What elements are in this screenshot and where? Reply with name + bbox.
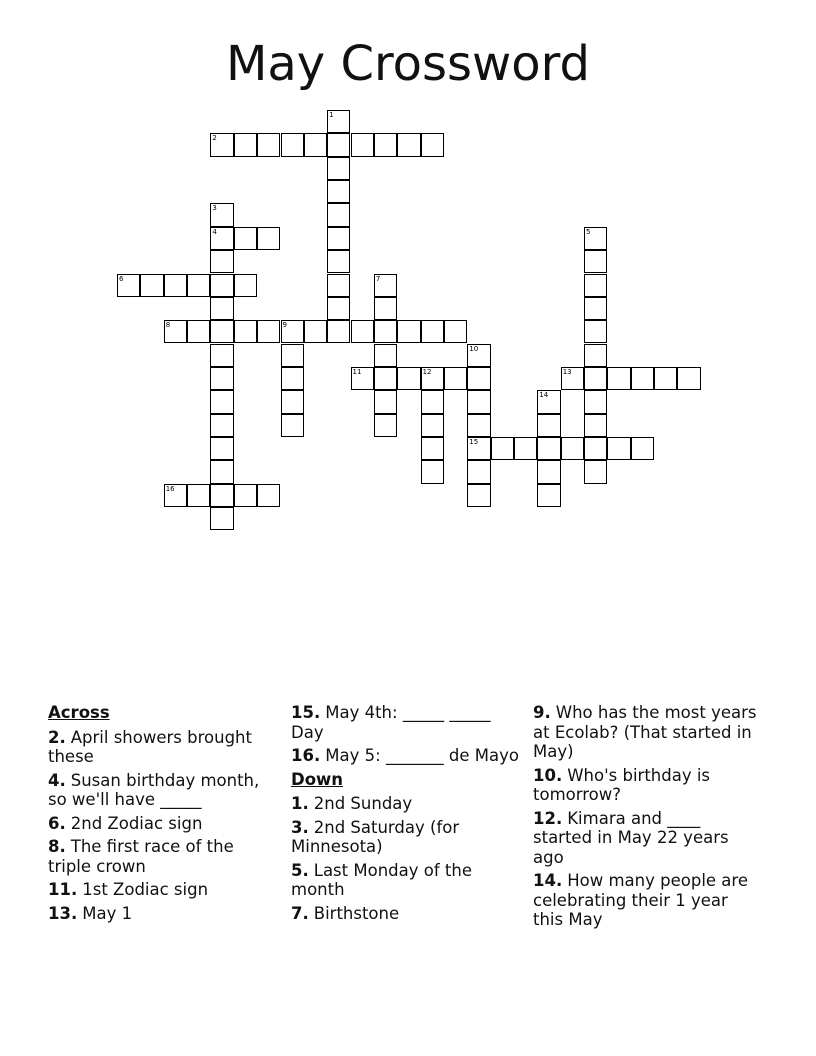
crossword-cell[interactable] [467, 414, 490, 437]
crossword-cell[interactable] [210, 274, 233, 297]
crossword-cell[interactable] [374, 390, 397, 413]
clue-text: Who's birthday is tomorrow? [533, 765, 711, 804]
crossword-cell[interactable] [584, 367, 607, 390]
clue-across-4 [48, 771, 278, 810]
crossword-cell[interactable] [187, 320, 210, 343]
crossword-cell[interactable] [374, 367, 397, 390]
cell-number: 3 [212, 204, 217, 213]
crossword-cell[interactable] [210, 414, 233, 437]
cell-number: 2 [212, 134, 217, 143]
clue-number: 5. [291, 860, 309, 880]
crossword-cell[interactable] [421, 133, 444, 156]
crossword-cell[interactable] [467, 437, 490, 460]
crossword-cell[interactable] [467, 367, 490, 390]
crossword-cell[interactable] [164, 320, 187, 343]
crossword-cell[interactable] [257, 484, 280, 507]
crossword-cell[interactable] [234, 274, 257, 297]
crossword-cell[interactable] [514, 437, 537, 460]
clue-column-1 [48, 703, 278, 927]
crossword-cell[interactable] [421, 367, 444, 390]
crossword-cell[interactable] [210, 227, 233, 250]
clue-across-2 [48, 728, 278, 767]
crossword-cell[interactable] [467, 344, 490, 367]
clue-text: The first race of the triple crown [48, 837, 234, 876]
crossword-cell[interactable] [327, 320, 350, 343]
clue-text: Kimara and ____ started in May 22 years ago [533, 808, 729, 867]
clue-number: 1. [291, 794, 309, 813]
crossword-cell[interactable] [584, 344, 607, 367]
crossword-cell[interactable] [374, 297, 397, 320]
clue-number: 12. [533, 808, 563, 828]
clue-number: 10. [533, 765, 563, 785]
crossword-cell[interactable] [257, 320, 280, 343]
clue-column-2 [291, 703, 521, 927]
crossword-cell[interactable] [257, 227, 280, 250]
crossword-cell[interactable] [281, 390, 304, 413]
clue-down-12 [533, 809, 763, 868]
clue-across-6 [48, 814, 278, 834]
crossword-cell[interactable] [397, 320, 420, 343]
crossword-cell[interactable] [281, 320, 304, 343]
page-title: May Crossword [225, 36, 591, 92]
cell-number: 14 [539, 391, 549, 400]
crossword-cell[interactable] [537, 414, 560, 437]
crossword-cell[interactable] [187, 484, 210, 507]
crossword-cell[interactable] [584, 390, 607, 413]
clue-text: 2nd Zodiac sign [70, 813, 203, 833]
crossword-cell[interactable] [210, 437, 233, 460]
crossword-cell[interactable] [537, 484, 560, 507]
clue-across-15 [291, 703, 521, 742]
clue-text: 2nd Sunday [313, 794, 413, 813]
crossword-cell[interactable] [210, 320, 233, 343]
crossword-cell[interactable] [421, 460, 444, 483]
clue-across-11 [48, 880, 278, 900]
cell-number: 7 [375, 274, 381, 283]
clue-number: 3. [291, 817, 309, 837]
crossword-cell[interactable] [257, 133, 280, 156]
crossword-cell[interactable] [327, 110, 350, 133]
crossword-cell[interactable] [631, 367, 654, 390]
crossword-cell[interactable] [537, 390, 560, 413]
clue-text: Birthstone [313, 903, 400, 923]
clue-text: May 4th: _____ _____ Day [291, 703, 491, 742]
cell-number: 8 [165, 321, 171, 330]
crossword-cell[interactable] [351, 133, 374, 156]
crossword-cell[interactable] [584, 227, 607, 250]
clue-text: April showers brought these [48, 727, 252, 766]
clue-across-8 [48, 837, 278, 876]
clue-number: 14. [533, 871, 563, 890]
cell-number: 10 [469, 344, 479, 353]
crossword-cell[interactable] [467, 460, 490, 483]
crossword-cell[interactable] [210, 297, 233, 320]
crossword-cell[interactable] [677, 367, 700, 390]
crossword-cell[interactable] [421, 437, 444, 460]
cell-number: 16 [165, 484, 175, 493]
clue-number: 16. [291, 746, 321, 765]
across-heading: Across [48, 703, 110, 722]
cell-number: 1 [329, 111, 334, 119]
cell-number: 13 [562, 367, 572, 376]
crossword-cell[interactable] [584, 437, 607, 460]
crossword-cell[interactable] [537, 460, 560, 483]
crossword-cell[interactable] [421, 390, 444, 413]
crossword-cell[interactable] [210, 250, 233, 273]
crossword-cell[interactable] [281, 414, 304, 437]
clue-down-1 [291, 794, 521, 814]
clue-number: 7. [291, 903, 309, 923]
clue-down-7 [291, 904, 521, 924]
crossword-cell[interactable] [561, 367, 584, 390]
clue-across-13 [48, 904, 278, 924]
clue-number: 4. [48, 770, 66, 790]
crossword-cell[interactable] [210, 484, 233, 507]
crossword-cell[interactable] [210, 390, 233, 413]
crossword-cell[interactable] [234, 320, 257, 343]
crossword-cell[interactable] [374, 274, 397, 297]
crossword-cell[interactable] [327, 274, 350, 297]
crossword-cell[interactable] [281, 367, 304, 390]
clue-text: May 1 [82, 903, 133, 923]
cell-number: 9 [282, 321, 287, 330]
crossword-cell[interactable] [210, 344, 233, 367]
clue-down-9 [533, 703, 763, 762]
cell-number: 11 [352, 367, 362, 376]
crossword-cell[interactable] [467, 390, 490, 413]
crossword-cell[interactable] [210, 133, 233, 156]
clue-number: 15. [291, 703, 321, 722]
crossword-cell[interactable] [584, 297, 607, 320]
crossword-cell[interactable] [397, 367, 420, 390]
clue-text: Last Monday of the month [291, 860, 472, 899]
clue-text: How many people are celebrating their 1 year this May [533, 871, 748, 929]
crossword-cell[interactable] [654, 367, 677, 390]
crossword-cell[interactable] [327, 297, 350, 320]
crossword-cell[interactable] [631, 437, 654, 460]
crossword-cell[interactable] [234, 227, 257, 250]
crossword-cell[interactable] [584, 274, 607, 297]
crossword-cell[interactable] [397, 133, 420, 156]
crossword-cell[interactable] [140, 274, 163, 297]
crossword-cell[interactable] [327, 227, 350, 250]
clue-text: 2nd Saturday (for Minnesota) [291, 817, 460, 856]
clue-down-14 [533, 871, 763, 930]
crossword-cell[interactable] [117, 274, 140, 297]
crossword-cell[interactable] [491, 437, 514, 460]
crossword-cell[interactable] [584, 414, 607, 437]
crossword-cell[interactable] [164, 484, 187, 507]
crossword-cell[interactable] [210, 460, 233, 483]
cell-number: 5 [586, 227, 591, 236]
clue-number: 2. [48, 727, 66, 747]
crossword-cell[interactable] [537, 437, 560, 460]
crossword-cell[interactable] [584, 250, 607, 273]
crossword-cell[interactable] [561, 437, 584, 460]
crossword-cell[interactable] [304, 320, 327, 343]
clue-text: Who has the most years at Ecolab? (That started in May) [533, 703, 757, 761]
cell-number: 15 [469, 437, 479, 446]
clue-number: 13. [48, 903, 78, 923]
crossword-cell[interactable] [164, 274, 187, 297]
clue-text: Susan birthday month, so we'll have _____ [48, 770, 260, 809]
crossword-cell[interactable] [374, 344, 397, 367]
crossword-cell[interactable] [281, 133, 304, 156]
crossword-cell[interactable] [421, 320, 444, 343]
clue-number: 8. [48, 837, 66, 856]
crossword-cell[interactable] [327, 133, 350, 156]
crossword-cell[interactable] [187, 274, 210, 297]
crossword-cell[interactable] [234, 133, 257, 156]
clue-text: 1st Zodiac sign [82, 880, 209, 899]
down-heading: Down [291, 769, 344, 789]
clue-number: 9. [533, 703, 551, 722]
crossword-cell[interactable] [210, 203, 233, 226]
crossword-cell[interactable] [304, 133, 327, 156]
crossword-cell[interactable] [281, 344, 304, 367]
crossword-cell[interactable] [421, 414, 444, 437]
cell-number: 4 [212, 227, 217, 236]
cell-number: 12 [422, 367, 432, 376]
crossword-cell[interactable] [374, 414, 397, 437]
clue-number: 6. [48, 813, 66, 833]
clue-text: May 5: _______ de Mayo [325, 746, 519, 765]
crossword-cell[interactable] [607, 437, 630, 460]
crossword-cell[interactable] [374, 133, 397, 156]
clue-number: 11. [48, 880, 78, 899]
crossword-cell[interactable] [327, 250, 350, 273]
crossword-cell[interactable] [607, 367, 630, 390]
clue-across-16 [291, 746, 521, 766]
crossword-cell[interactable] [351, 320, 374, 343]
crossword-cell[interactable] [327, 180, 350, 203]
crossword-cell[interactable] [210, 507, 233, 530]
crossword-cell[interactable] [467, 484, 490, 507]
clue-down-5 [291, 861, 521, 900]
crossword-cell[interactable] [444, 320, 467, 343]
cell-number: 6 [119, 274, 124, 283]
crossword-cell[interactable] [234, 484, 257, 507]
crossword-cell[interactable] [584, 460, 607, 483]
crossword-cell[interactable] [327, 203, 350, 226]
clue-down-10 [533, 766, 763, 805]
crossword-cell[interactable] [584, 320, 607, 343]
crossword-cell[interactable] [351, 367, 374, 390]
clue-column-3 [533, 703, 763, 934]
crossword-cell[interactable] [444, 367, 467, 390]
crossword-cell[interactable] [327, 157, 350, 180]
crossword-cell[interactable] [210, 367, 233, 390]
clue-down-3 [291, 818, 521, 857]
crossword-cell[interactable] [374, 320, 397, 343]
